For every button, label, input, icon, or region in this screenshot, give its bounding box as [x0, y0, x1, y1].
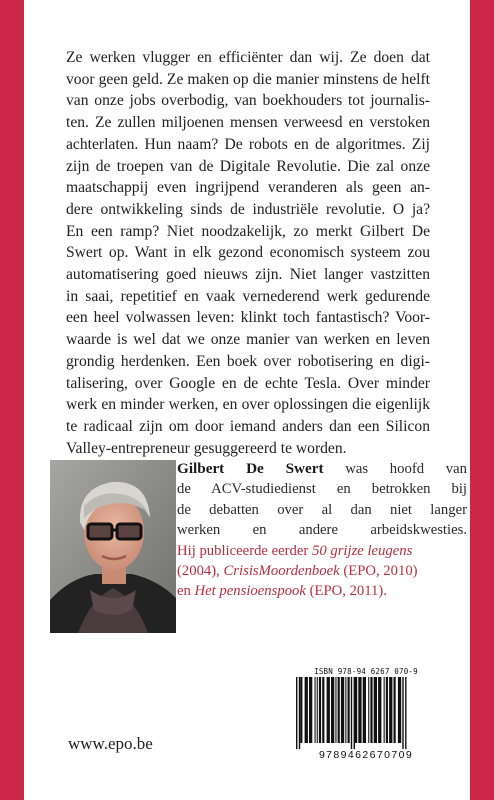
- blurb-line: van onze jobs overbodig, van boekhouders tot journalis-: [66, 92, 430, 110]
- bio-line-5: Hij publiceerde eerder 50 grijze leugens: [177, 542, 413, 559]
- back-cover-blurb: [66, 47, 430, 459]
- blurb-line: achterlaten. Hun naam? De robots en de algoritmes. Zij: [66, 135, 430, 153]
- book-title-1: 50 grijze leugens: [311, 542, 413, 559]
- bio-line-6: (2004), CrisisMoordenboek (EPO, 2010): [177, 563, 418, 580]
- blurb-line: automatisering goed nieuws zijn. Niet langer vastzitten: [66, 266, 430, 284]
- blurb-line: in saai, repetitief en vaak vernederend werk gedurende: [66, 287, 430, 305]
- author-bio: [177, 459, 467, 602]
- blurb-line: een heel volwassen leven: klinkt toch fantastisch? Voor-: [66, 309, 430, 327]
- book-title-2: CrisisMoordenboek: [223, 563, 340, 580]
- blurb-line: talisering, over Google en de echte Tesla. Over minder: [66, 374, 430, 392]
- blurb-line: En een ramp? Niet noodzakelijk, zo merkt Gilbert De: [66, 222, 430, 240]
- blurb-line: zijn de troepen van de Digitale Revolutie. Die zal onze: [66, 157, 430, 175]
- blurb-line: dere ontwikkeling sinds de industriële revolutie. O ja?: [66, 200, 430, 218]
- back-cover: [24, 0, 470, 800]
- blurb-line: Ze werken vlugger en efficiënter dan wij. Ze doen dat: [66, 49, 430, 66]
- blurb-line: voor geen geld. Ze maken op die manier minstens de helft: [66, 70, 430, 88]
- bio-line-1: Gilbert De Swert was hoofd van: [177, 460, 467, 477]
- publisher-website-link[interactable]: www.epo.be: [68, 734, 153, 753]
- barcode-bars: [290, 677, 442, 749]
- blurb-line: waarde is wel dat we onze manier van werken en leven: [66, 331, 430, 349]
- blurb-line: grondig herdenken. Een boek over robotisering en digi-: [66, 352, 430, 370]
- author-name: Gilbert De Swert: [177, 460, 324, 477]
- book-title-3: Het pensioenspook: [194, 583, 306, 600]
- isbn-barcode: [290, 667, 442, 771]
- blurb-line: Swert op. Want in elk gezond economisch systeem zou: [66, 244, 430, 262]
- blurb-line: ten. Ze zullen miljoenen mensen verweesd en verstoken: [66, 114, 430, 132]
- bio-line-3: de debatten over al dan niet langer: [177, 501, 467, 518]
- author-photo: [50, 460, 176, 633]
- bio-line-4: werken en andere arbeidskwesties.: [177, 522, 467, 539]
- bio-line-7: en Het pensioenspook (EPO, 2011).: [177, 583, 387, 600]
- author-portrait-image: [50, 460, 176, 633]
- ean-digits: 9789462670709: [318, 749, 414, 761]
- bio-line-2: de ACV-studiedienst en betrokken bij: [177, 481, 467, 498]
- blurb-line: te radicaal zijn om door iemand anders dan een Silicon: [66, 417, 430, 435]
- blurb-line: Valley-entrepreneur gesuggereerd te worden.: [66, 439, 347, 457]
- blurb-line: werk en minder werken, en over oplossingen die eigenlijk: [66, 396, 430, 414]
- blurb-line: maatschappij even ingrijpend veranderen als geen an-: [66, 179, 430, 197]
- isbn-label: ISBN 978-94 6267 070-9: [314, 667, 418, 676]
